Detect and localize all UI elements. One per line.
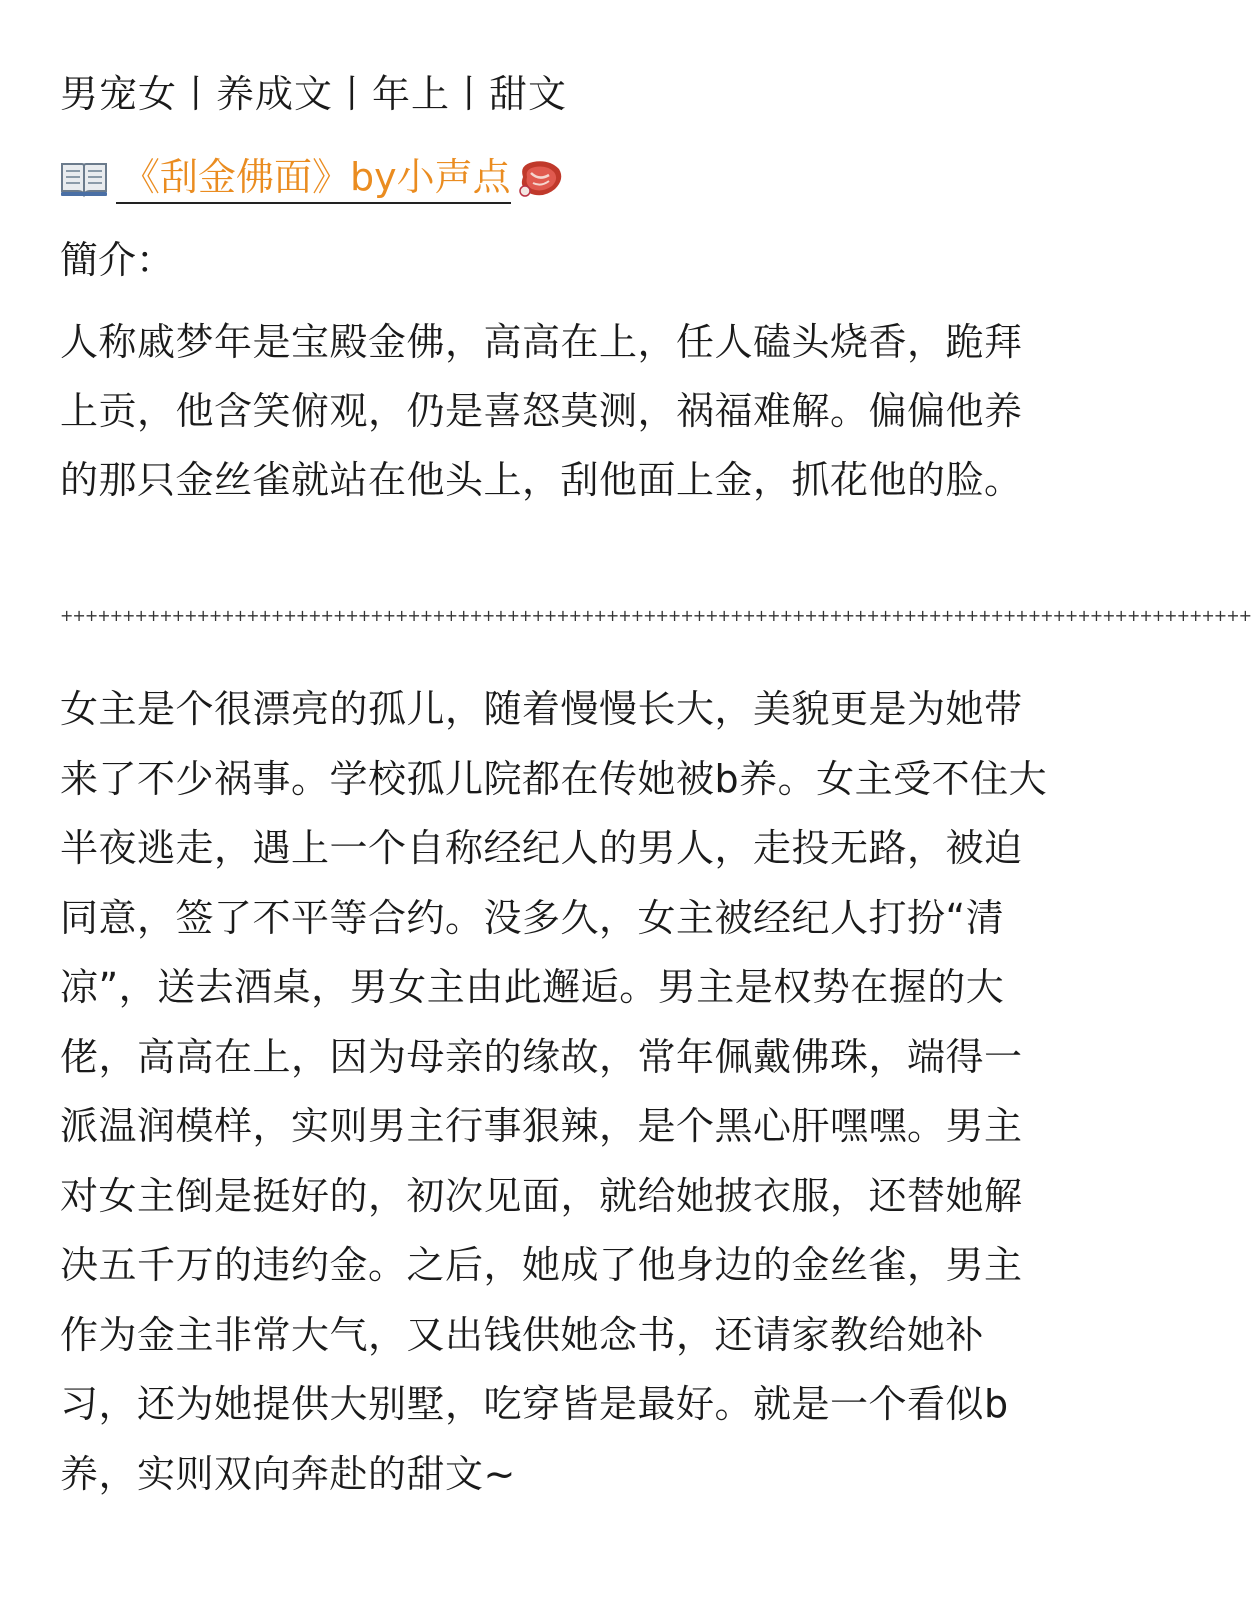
intro-paragraph: 人称戚梦年是宝殿金佛，高高在上，任人磕头烧香，跪拜上贡，他含笑俯观，仍是喜怒莫测，祸福难解。偏偏他养的那只金丝雀就站在他头上，刮他面上金，抓花他的脸。 [60,320,1023,502]
genre-tags: 男宠女丨养成文丨年上丨甜文 [60,72,568,116]
post-content [60,0,1251,1624]
meat-icon [515,157,565,199]
plus-divider: ++++++++++++++++++++++++++++++++++++++++++++++++++++++++++++++++++++++++++++++++++++++++++++++++ [60,606,1251,625]
open-book-icon [60,158,108,198]
book-title-link[interactable]: 《刮金佛面》by小声点 [116,152,511,204]
book-title-line [60,148,565,208]
intro-label: 簡介： [60,238,175,282]
story-paragraph: 女主是个很漂亮的孤儿，随着慢慢长大，美貌更是为她带来了不少祸事。学校孤儿院都在传她被b养。女主受不住大半夜逃走，遇上一个自称经纪人的男人，走投无路，被迫同意，签了不平等合约。没多久，女主被经纪人打扮“清凉”，送去酒桌，男女主由此邂逅。男主是权势在握的大佬，高高在上，因为母亲的缘故，常年佩戴佛珠，端得一派温润模样，实则男主行事狠辣，是个黑心肝嘿嘿。男主对女主倒是挺好的，初次见面，就给她披衣服，还替她解决五千万的违约金。之后，她成了他身边的金丝雀，男主作为金主非常大气，又出钱供她念书，还请家教给她补习，还为她提供大别墅，吃穿皆是最好。就是一个看似b养，实则双向奔赴的甜文~ [60,687,1048,1496]
